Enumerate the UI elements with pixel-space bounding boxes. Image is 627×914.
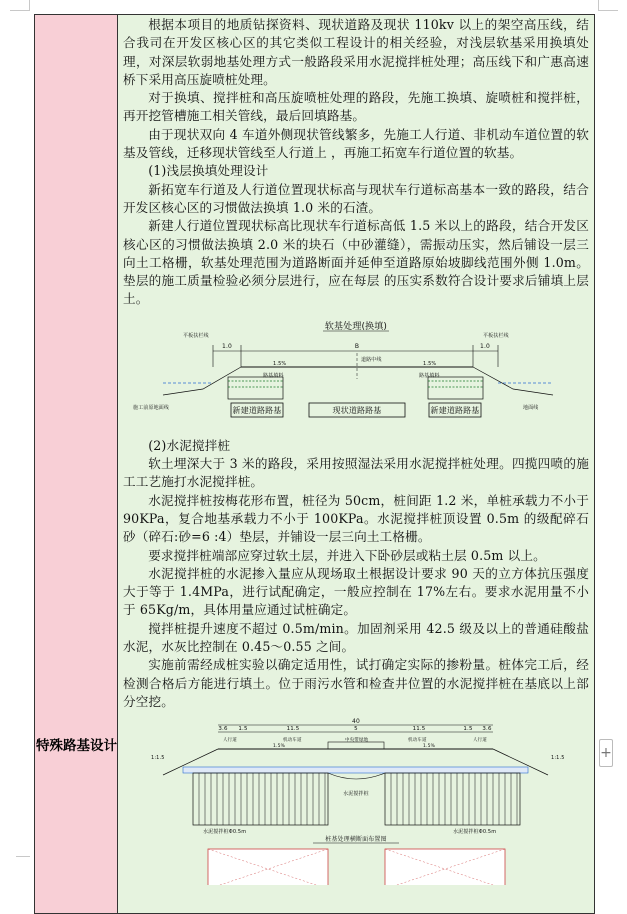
subheading: (2)水泥搅拌桩 bbox=[148, 437, 231, 453]
dim-mid: B bbox=[354, 342, 360, 350]
paragraph: 要求搅拌桩端部应穿过软土层，并进入下卧砂层或粘土层 0.5m 以上。 bbox=[148, 547, 546, 563]
dim-left: 1.0 bbox=[222, 342, 232, 350]
pile-note-left: 水泥搅拌桩Φ0.5m bbox=[203, 829, 247, 836]
fill-left: 路基填料 bbox=[263, 372, 284, 379]
dim-4: 5 bbox=[354, 726, 358, 733]
add-icon[interactable]: + bbox=[599, 739, 613, 767]
dim-6: 1.5 bbox=[463, 726, 473, 733]
fill-right: 路基填料 bbox=[419, 372, 440, 379]
total-width: 40 bbox=[352, 718, 360, 726]
side-left: 人行道 bbox=[223, 738, 237, 744]
paragraph: 新建人行道位置现状标高比现状车行道标高低 1.5 米以上的路段，结合开发区核心区的习惯做法换填 2.0 米的块石（中砂灌缝），需振动压实，然后铺设一层三向土工格栅，软基处理范围为道路断面并延伸至道路原始坡脚线范围外侧 1.0m。垫层的施工质量检验必须分层进行，应在每层 的压实系数符合设计要求后铺填上层土。 bbox=[123, 218, 589, 307]
label-left-bottom: 施工前原地面线 bbox=[133, 404, 170, 411]
dim-1: 3.6 bbox=[218, 726, 228, 733]
margin-mark bbox=[598, 0, 599, 11]
dim-right: 1.0 bbox=[480, 342, 490, 350]
bottom-mid-label: 现状道路路基 bbox=[332, 405, 382, 415]
figure-title: 软基处理(换填) bbox=[324, 321, 388, 332]
bottom-right-label: 新建道路路基 bbox=[430, 405, 480, 415]
paragraph: 新拓宽车行道及人行道位置现状标高与现状车行道标高基本一致的路段，结合开发区核心区的习惯做法换填 1.0 米的石渣。 bbox=[123, 181, 589, 215]
paragraph: 根据本项目的地质钻探资料、现状道路及现状 110kv 以上的架空高压线，结合我司在开发区核心区的其它类似工程设计的相关经验，对浅层软基采用换填处理，对深层软弱地基处理方式一般路段采用水泥搅拌桩处理；高压线下和广惠高速桥下采用高压旋喷桩处理。 bbox=[123, 17, 589, 87]
margin-mark bbox=[598, 10, 618, 11]
lane-right: 机动车道 bbox=[408, 738, 427, 744]
side-right: 人行道 bbox=[473, 738, 487, 744]
edge-left: 1:1.5 bbox=[151, 755, 165, 762]
section-content bbox=[123, 16, 589, 885]
pile-field-right bbox=[385, 773, 520, 825]
pile-field-left bbox=[193, 773, 328, 825]
slope-left: 1.5% bbox=[273, 744, 286, 750]
pile-note-right: 水泥搅拌桩Φ0.5m bbox=[453, 829, 497, 836]
margin-mark bbox=[16, 856, 30, 857]
label-right-top: 平板扶栏线 bbox=[483, 332, 509, 339]
section-label: 特殊路基设计 bbox=[36, 738, 117, 754]
paragraph: 对于换填、搅拌桩和高压旋喷桩处理的路段，先施工换填、旋喷桩和搅拌桩，再开挖管槽施工相关管线，最后回填路基。 bbox=[123, 90, 589, 124]
slope-left: 1.5% bbox=[273, 360, 287, 367]
figure-cement-mixing-pile bbox=[123, 715, 589, 885]
margin-mark bbox=[29, 0, 30, 11]
figure-soft-foundation-replacement bbox=[123, 317, 589, 427]
paragraph: 实施前需经成桩实验以确定适用性，试打确定实际的掺粉量。桩体完工后，经检测合格后方能进行填土。位于雨污水管和检查井位置的水泥搅拌桩在基底以上部分空挖。 bbox=[123, 657, 589, 709]
margin-mark bbox=[10, 10, 30, 11]
label-right-bottom: 地面线 bbox=[523, 404, 539, 411]
pile-label: 水泥搅拌桩 bbox=[343, 791, 369, 798]
lane-left: 机动车道 bbox=[283, 738, 302, 744]
section-content-cell bbox=[118, 15, 594, 913]
paragraph: 搅拌桩提升速度不超过 0.5m/min。加固剂采用 42.5 级及以上的普通硅酸盐水泥，水灰比控制在 0.45～0.55 之间。 bbox=[123, 620, 589, 655]
paragraph: 由于现状双向 4 车道外侧现状管线繁多，先施工人行道、非机动车道位置的软基及管线，迁移现状管线至人行道上 ，再施工拓宽车行道位置的软基。 bbox=[123, 126, 589, 161]
median: 中央带绿地 bbox=[345, 738, 369, 744]
plan-title: 桩基处理横断面布置图 bbox=[325, 836, 387, 844]
subheading: (1)浅层换填处理设计 bbox=[148, 163, 269, 179]
dim-3: 11.5 bbox=[286, 726, 300, 733]
label-left-top: 平板扶栏线 bbox=[183, 332, 209, 339]
content-table bbox=[34, 14, 595, 914]
centerline-label: 道路中线 bbox=[361, 356, 382, 363]
slope-right: 1.5% bbox=[423, 744, 436, 750]
edge-right: 1:1.5 bbox=[551, 755, 565, 762]
paragraph: 水泥搅拌桩的水泥掺入量应从现场取土根据设计要求 90 天的立方体抗压强度大于等于 1.4MPa，进行试配确定，一般应控制在 17%左右。要求水泥用量不小于 65Kg/m，具体用量应通过试桩确定。 bbox=[123, 565, 589, 618]
bottom-left-label: 新建道路路基 bbox=[232, 405, 282, 415]
dim-2: 1.5 bbox=[238, 726, 248, 733]
section-label-cell bbox=[35, 15, 118, 913]
paragraph: 水泥搅拌桩按梅花形布置，桩径为 50cm，桩间距 1.2 米，单桩承载力不小于 90KPa，复合地基承载力不小于 100KPa。水泥搅拌桩顶设置 0.5m 的级配碎石砂（碎石:砂=6 :4）垫层，并铺设一层三向土工格栅。 bbox=[123, 492, 589, 545]
paragraph: 软土埋深大于 3 米的路段，采用按照湿法采用水泥搅拌桩处理。四揽四喷的施工工艺施打水泥搅拌桩。 bbox=[123, 456, 589, 490]
dimension-row bbox=[218, 726, 492, 732]
slope-right: 1.5% bbox=[423, 360, 437, 367]
dim-5: 11.5 bbox=[412, 726, 426, 733]
dim-7: 3.6 bbox=[482, 726, 492, 733]
